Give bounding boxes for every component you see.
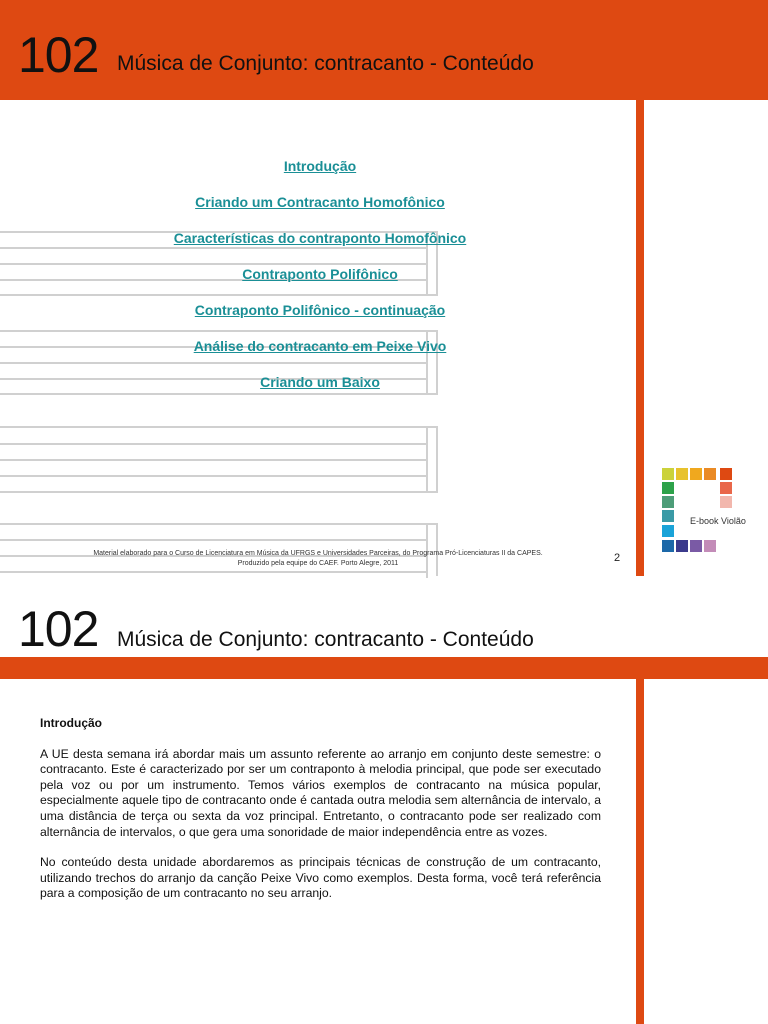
table-of-contents [0,152,640,404]
page-title: Música de Conjunto: contracanto - Conteúdo [117,628,534,651]
header-bar [0,0,768,100]
logo-text: E-book Violão [690,516,746,526]
logo-square [662,468,674,480]
logo-square [690,540,702,552]
toc-link-analise-peixe-vivo[interactable]: Análise do contracanto em Peixe Vivo [193,338,447,354]
logo-square [662,525,674,537]
staff-block [0,426,438,493]
logo-square [720,496,732,508]
logo-square [676,540,688,552]
page-title: Música de Conjunto: contracanto - Conteúdo [117,52,534,75]
footer-line-2: Produzido pela equipe do CAEF. Porto Alegre, 2011 [237,560,399,567]
ebook-logo [662,468,758,558]
toc-link-contraponto-continuacao[interactable]: Contraponto Polifônico - continuação [194,302,446,318]
footer-credits [40,549,596,569]
logo-square [704,468,716,480]
page-number: 2 [614,552,621,564]
logo-square [720,468,732,480]
logo-square [704,540,716,552]
logo-square [662,482,674,494]
paragraph: No conteúdo desta unidade abordaremos as principais técnicas de construção de um contracanto, utilizando trechos do arranjo da canção Peixe Vivo como exemplos. Desta forma, você terá referência para a composição de um contracanto no seu arranjo. [40,855,601,901]
logo-square [662,496,674,508]
content-body [40,716,601,917]
logo-square [690,468,702,480]
unit-number: 102 [18,601,99,657]
logo-square [720,482,732,494]
toc-link-criando-baixo[interactable]: Criando um Baixo [260,374,380,390]
paragraph: A UE desta semana irá abordar mais um assunto referente ao arranjo em conjunto deste semestre: o contracanto. Este é caracterizado por ser um contraponto à melodia principal, que pode ser executado pela voz ou por um instrumento. Temos vários exemplos de contracanto na música popular, especialmente aquele tipo de contracanto onde é cantada outra melodia sem alternância de intervalo, a uma distância de terça ou sexta da voz principal. Entretanto, o contracanto pode ser realizado com alternância de intervalos, o que gera uma sonoridade de maior independência entre as vozes. [40,746,601,839]
logo-square [662,510,674,522]
footer-line-1: Material elaborado para o Curso de Licenciatura em Música da UFRGS e Universidades Parceiras, do Programa Pró-Licenciaturas II da CAPES. [93,550,543,557]
side-stripe [636,679,644,1024]
logo-square [676,468,688,480]
toc-link-contraponto-polifonico[interactable]: Contraponto Polifônico [242,266,398,282]
header-bar [0,657,768,679]
section-title: Introdução [40,716,102,730]
toc-link-introducao[interactable]: Introdução [283,158,357,174]
unit-number: 102 [18,27,99,83]
toc-link-caracteristicas[interactable]: Características do contraponto Homofônico [173,230,467,246]
toc-link-criando-contracanto[interactable]: Criando um Contracanto Homofônico [195,194,445,210]
logo-square [662,540,674,552]
